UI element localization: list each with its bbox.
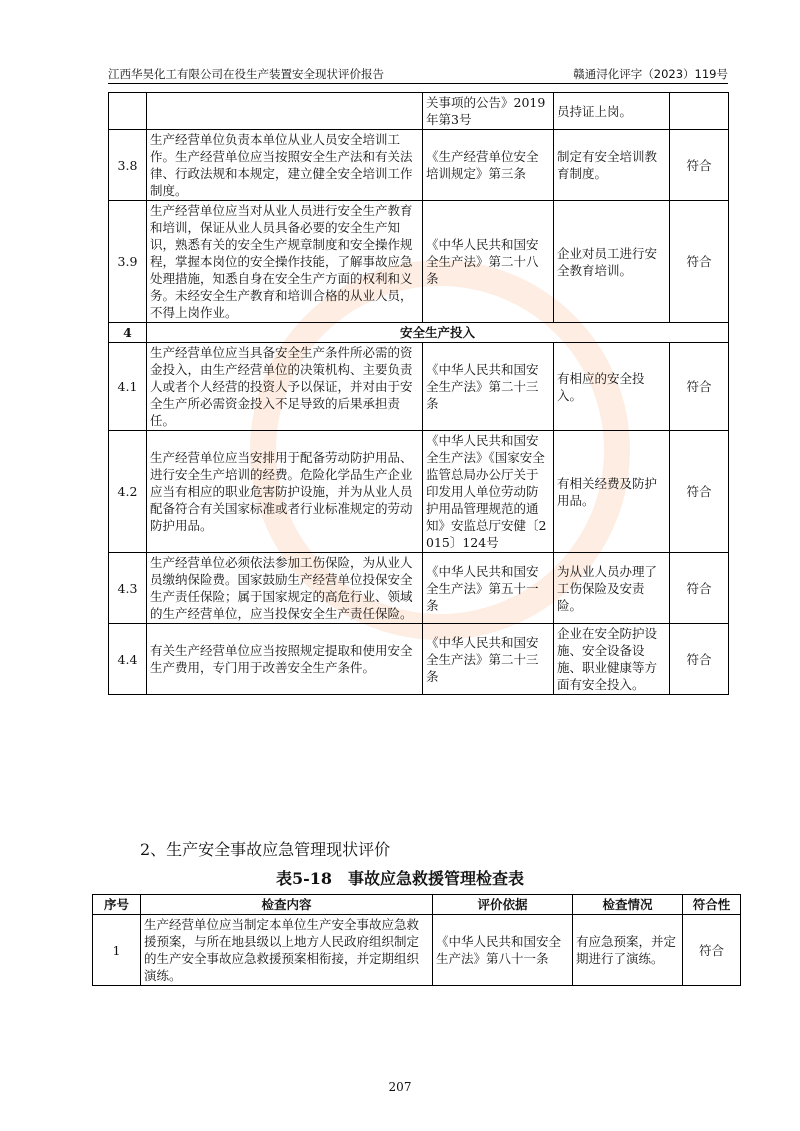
row-no: 4.1: [109, 343, 147, 431]
row-content: 生产经营单位应当具备安全生产条件所必需的资金投入，由生产经营单位的决策机构、主要负责人或者个人经营的投资人予以保证，并对由于安全生产所必需资金投入不足导致的后果承担责任。: [147, 343, 423, 431]
row-status: 有应急预案，并定期进行了演练。: [573, 915, 683, 986]
row-result: 符合: [670, 431, 729, 553]
row-content: 生产经营单位应当安排用于配备劳动防护用品、进行安全生产培训的经费。危险化学品生产企业应当有相应的职业危害防护设施，并为从业人员配备符合有关国家标准或者行业标准规定的劳动防护用品。: [147, 431, 423, 553]
row-content: 生产经营单位应当对从业人员进行安全生产教育和培训，保证从业人员具备必要的安全生产知识，熟悉有关的安全生产规章制度和安全操作规程，掌握本岗位的安全操作技能，了解事故应急处理措施，知悉自身在安全生产方面的权利和义务。未经安全生产教育和培训合格的从业人员，不得上岗作业。: [147, 201, 423, 323]
row-content: 生产经营单位负责本单位从业人员安全培训工作。生产经营单位应当按照安全生产法和有关法律、行政法规和本规定，建立健全安全培训工作制度。: [147, 130, 423, 201]
row-no: 1: [93, 915, 141, 986]
row-no: 4.3: [109, 553, 147, 624]
row-basis: 《中华人民共和国安全生产法》《国家安全监管总局办公厅关于印发用人单位劳动防护用品管理规范的通知》安监总厅安健〔2015〕124号: [423, 431, 554, 553]
table-row: [93, 915, 741, 986]
emergency-management-table: [92, 894, 741, 986]
row-basis: 《中华人民共和国安全生产法》第八十一条: [433, 915, 573, 986]
row-basis: 《中华人民共和国安全生产法》第二十三条: [423, 624, 554, 695]
row-status: 员持证上岗。: [554, 93, 670, 130]
row-status: 企业在安全防护设施、安全设备设施、职业健康等方面有安全投入。: [554, 624, 670, 695]
section-heading: 2、生产安全事故应急管理现状评价: [140, 840, 391, 859]
section-row: [109, 323, 729, 343]
table-row: [109, 624, 729, 695]
row-status: 有相应的安全投入。: [554, 343, 670, 431]
inspection-table-continued: [108, 92, 729, 695]
table-row: [109, 130, 729, 201]
row-no: 4.2: [109, 431, 147, 553]
row-no: 3.9: [109, 201, 147, 323]
row-no: [109, 93, 147, 130]
header-report-number: 赣通浔化评字（2023）119号: [573, 67, 728, 81]
row-no: 4.4: [109, 624, 147, 695]
header-status: 检查情况: [573, 895, 683, 915]
table-row: [109, 343, 729, 431]
table-row: [109, 93, 729, 130]
row-basis: 《中华人民共和国安全生产法》第五十一条: [423, 553, 554, 624]
page-header: [108, 64, 728, 84]
row-result: 符合: [670, 343, 729, 431]
row-status: 企业对员工进行安全教育培训。: [554, 201, 670, 323]
row-status: 有相关经费及防护用品。: [554, 431, 670, 553]
row-result: [670, 93, 729, 130]
header-rule: [108, 83, 728, 84]
row-status: 为从业人员办理了工伤保险及安责险。: [554, 553, 670, 624]
row-result: 符合: [670, 201, 729, 323]
header-no: 序号: [93, 895, 141, 915]
page-number: 207: [388, 1080, 412, 1094]
row-result: 符合: [670, 130, 729, 201]
row-content: 生产经营单位应当制定本单位生产安全事故应急救援预案，与所在地县级以上地方人民政府组织制定的生产安全事故应急救援预案相衔接，并定期组织演练。: [141, 915, 433, 986]
table-row: [109, 553, 729, 624]
row-status: 制定有安全培训教育制度。: [554, 130, 670, 201]
row-content: 生产经营单位必须依法参加工伤保险，为从业人员缴纳保险费。国家鼓励生产经营单位投保安全生产责任保险；属于国家规定的高危行业、领域的生产经营单位，应当投保安全生产责任保险。: [147, 553, 423, 624]
header-content: 检查内容: [141, 895, 433, 915]
table-header-row: [93, 895, 741, 915]
table-row: [109, 201, 729, 323]
table-caption: 表5-18 事故应急救援管理检查表: [275, 869, 525, 888]
row-basis: 《中华人民共和国安全生产法》第二十三条: [423, 343, 554, 431]
section-no: 4: [109, 323, 147, 343]
row-basis: 关事项的公告》2019年第3号: [423, 93, 554, 130]
row-basis: 《中华人民共和国安全生产法》第二十八条: [423, 201, 554, 323]
row-content: [147, 93, 423, 130]
header-report-title: 江西华昊化工有限公司在役生产装置安全现状评价报告: [108, 67, 384, 81]
row-result: 符合: [670, 553, 729, 624]
section-title: 安全生产投入: [147, 323, 729, 343]
row-content: 有关生产经营单位应当按照规定提取和使用安全生产费用，专门用于改善安全生产条件。: [147, 624, 423, 695]
header-basis: 评价依据: [433, 895, 573, 915]
row-no: 3.8: [109, 130, 147, 201]
row-result: 符合: [683, 915, 741, 986]
table-row: [109, 431, 729, 553]
row-result: 符合: [670, 624, 729, 695]
header-result: 符合性: [683, 895, 741, 915]
row-basis: 《生产经营单位安全培训规定》第三条: [423, 130, 554, 201]
